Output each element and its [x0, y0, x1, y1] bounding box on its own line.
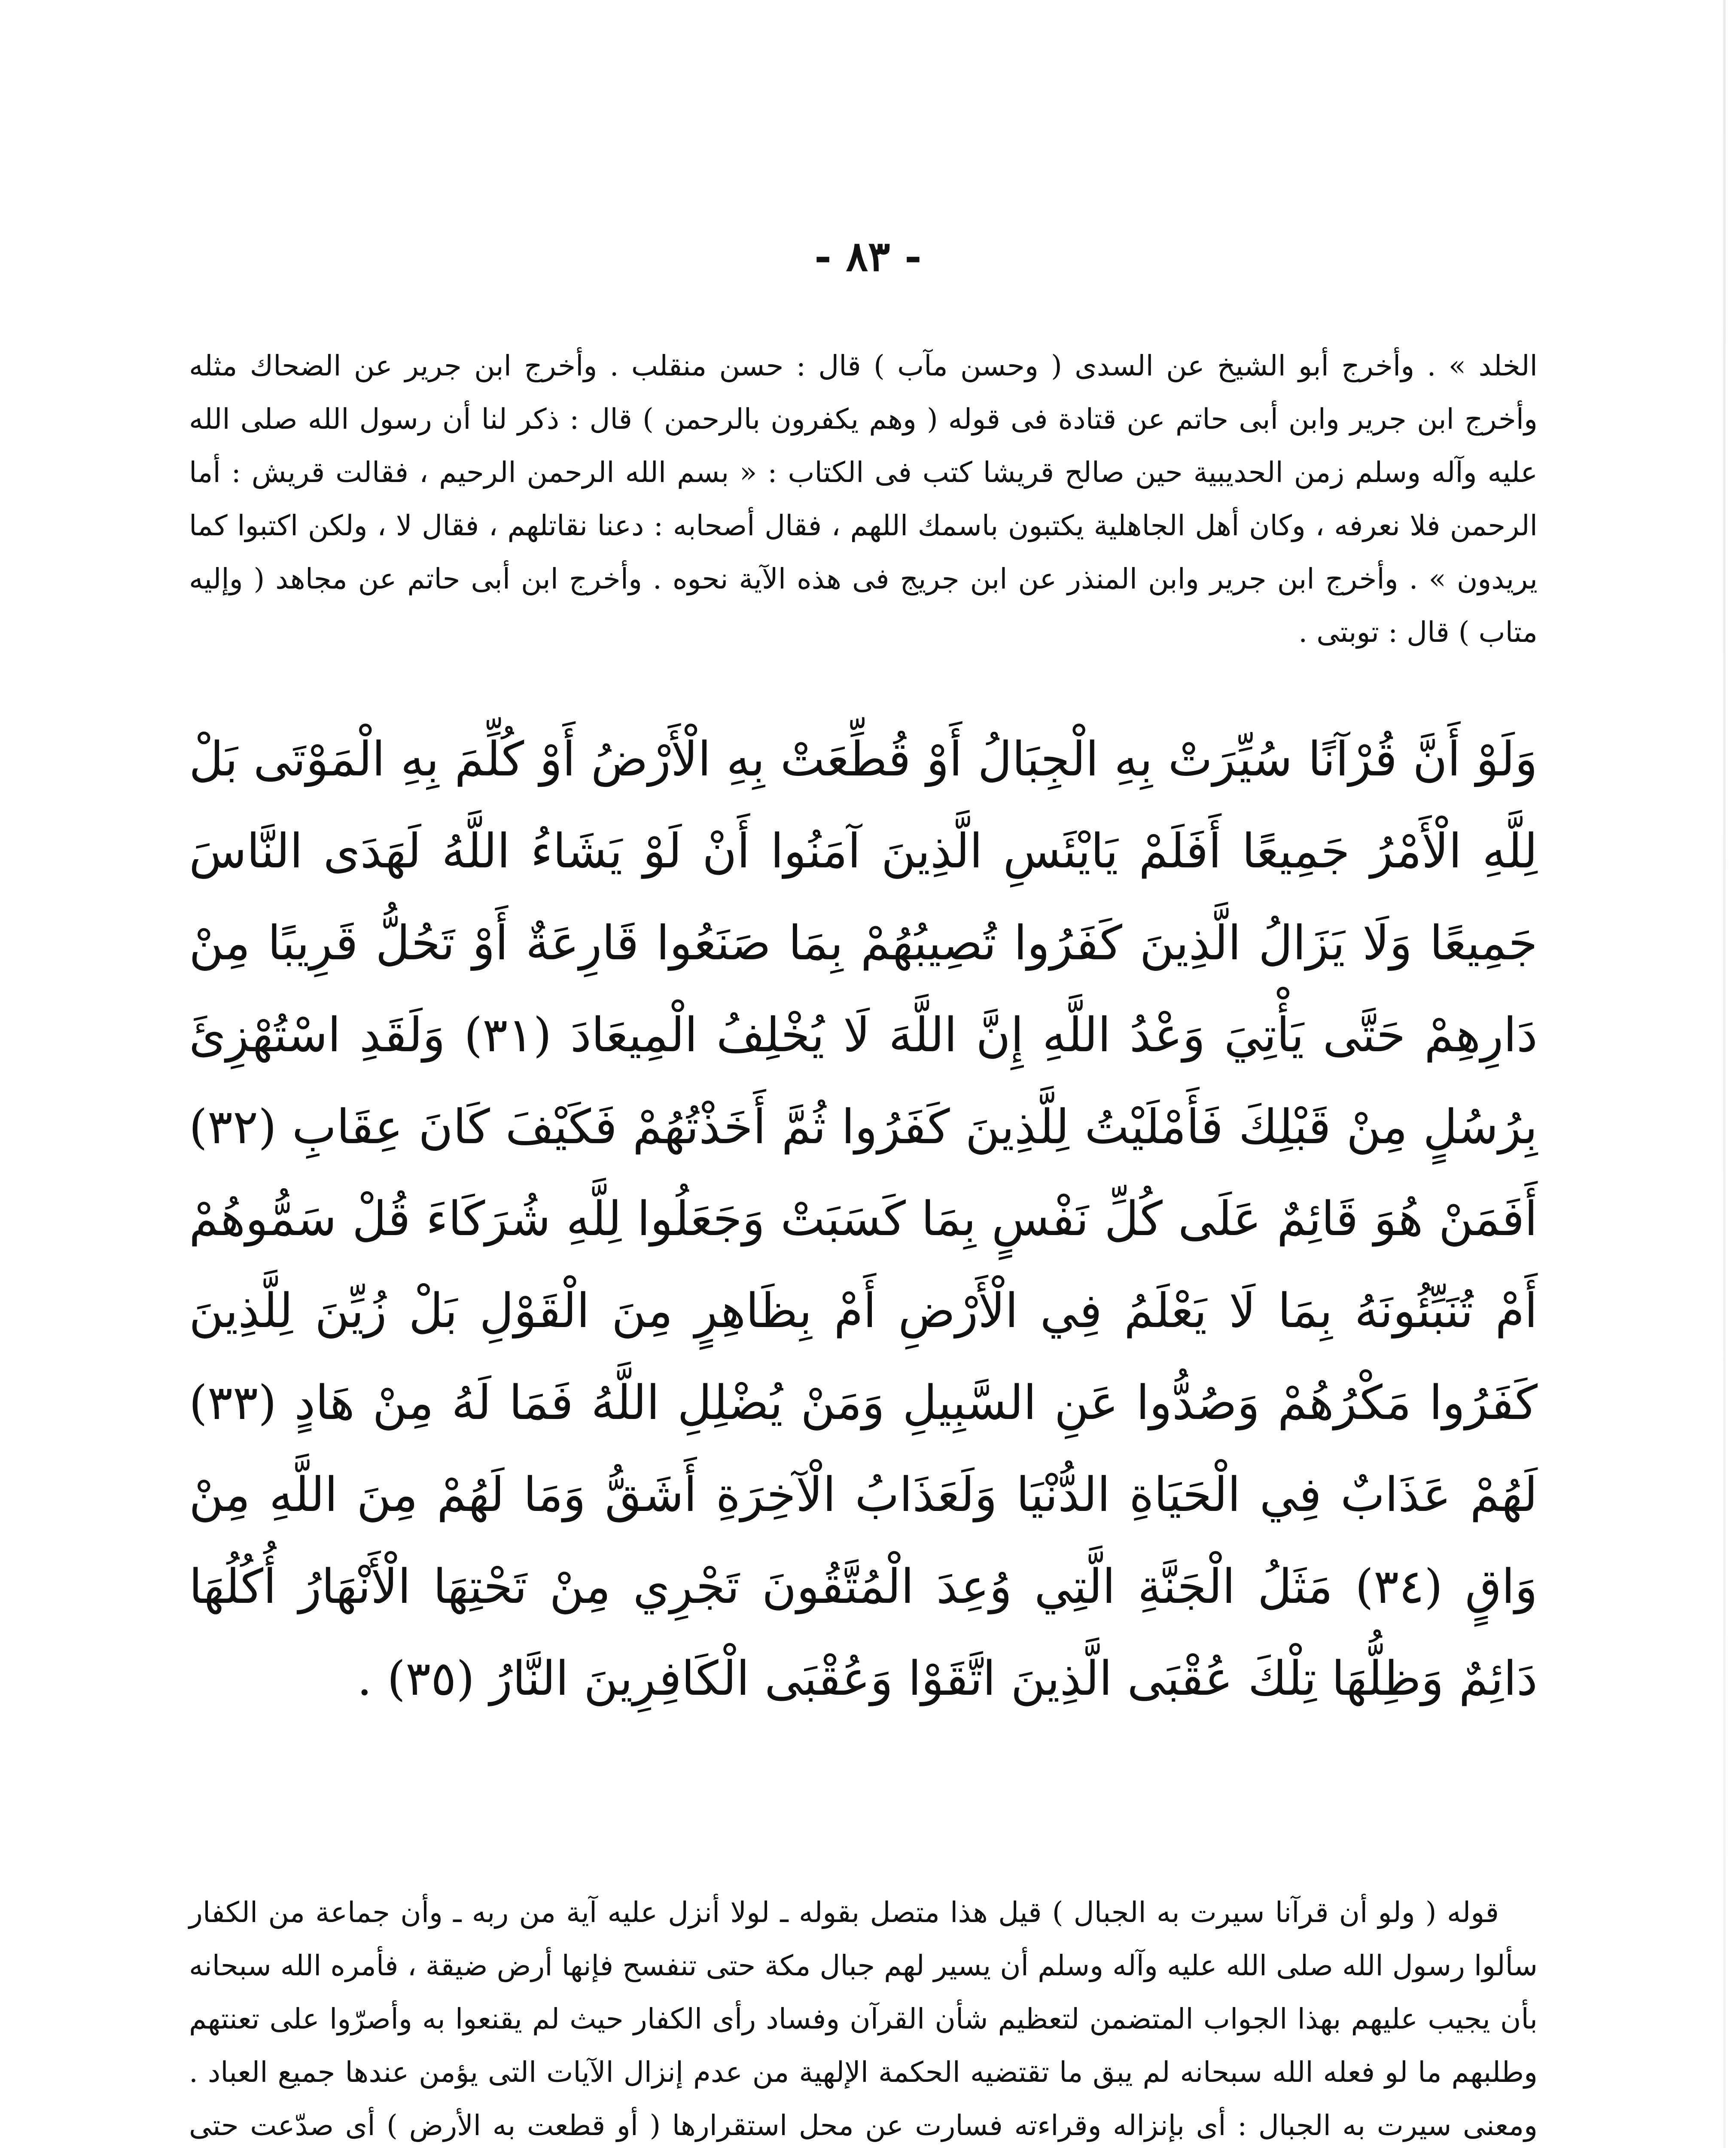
quran-verses — [189, 713, 1538, 1724]
verses-text: وَلَوْ أَنَّ قُرْآنًا سُيِّرَتْ بِهِ الْجِبَالُ أَوْ قُطِّعَتْ بِهِ الْأَرْضُ أَوْ كُلِّمَ بِهِ الْمَوْتَى بَلْ لِلَّهِ الْأَمْرُ جَمِيعًا أَفَلَمْ يَايْئَسِ الَّذِينَ آمَنُوا أَنْ لَوْ يَشَاءُ اللَّهُ لَهَدَى النَّاسَ جَمِيعًا وَلَا يَزَالُ الَّذِينَ كَفَرُوا تُصِيبُهُمْ بِمَا صَنَعُوا قَارِعَةٌ أَوْ تَحُلُّ قَرِيبًا مِنْ دَارِهِمْ حَتَّى يَأْتِيَ وَعْدُ اللَّهِ إِنَّ اللَّهَ لَا يُخْلِفُ الْمِيعَادَ (٣١) وَلَقَدِ اسْتُهْزِئَ بِرُسُلٍ مِنْ قَبْلِكَ فَأَمْلَيْتُ لِلَّذِينَ كَفَرُوا ثُمَّ أَخَذْتُهُمْ فَكَيْفَ كَانَ عِقَابِ (٣٢) أَفَمَنْ هُوَ قَائِمٌ عَلَى كُلِّ نَفْسٍ بِمَا كَسَبَتْ وَجَعَلُوا لِلَّهِ شُرَكَاءَ قُلْ سَمُّوهُمْ أَمْ تُنَبِّئُونَهُ بِمَا لَا يَعْلَمُ فِي الْأَرْضِ أَمْ بِظَاهِرٍ مِنَ الْقَوْلِ بَلْ زُيِّنَ لِلَّذِينَ كَفَرُوا مَكْرُهُمْ وَصُدُّوا عَنِ السَّبِيلِ وَمَنْ يُضْلِلِ اللَّهُ فَمَا لَهُ مِنْ هَادٍ (٣٣) لَهُمْ عَذَابٌ فِي الْحَيَاةِ الدُّنْيَا وَلَعَذَابُ الْآخِرَةِ أَشَقُّ وَمَا لَهُمْ مِنَ اللَّهِ مِنْ وَاقٍ (٣٤) مَثَلُ الْجَنَّةِ الَّتِي وُعِدَ الْمُتَّقُونَ تَجْرِي مِنْ تَحْتِهَا الْأَنْهَارُ أُكُلُهَا دَائِمٌ وَظِلُّهَا تِلْكَ عُقْبَى الَّذِينَ اتَّقَوْا وَعُقْبَى الْكَافِرِينَ النَّارُ (٣٥) . — [189, 732, 1538, 1706]
intro-paragraph: الخلد » . وأخرج أبو الشيخ عن السدى ( وحسن مآب ) قال : حسن منقلب . وأخرج ابن جرير عن الضحاك مثله وأخرج ابن جرير وابن أبى حاتم عن قتادة فى قوله ( وهم يكفرون بالرحمن ) قال : ذكر لنا أن رسول الله صلى الله عليه وآله وسلم زمن الحديبية حين صالح قريشا كتب فى الكتاب : « بسم الله الرحمن الرحيم ، فقالت قريش : أما الرحمن فلا نعرفه ، وكان أهل الجاهلية يكتبون باسمك اللهم ، فقال أصحابه : دعنا نقاتلهم ، فقال لا ، ولكن اكتبوا كما يريدون » . وأخرج ابن جرير وابن المنذر عن ابن جريج فى هذه الآية نحوه . وأخرج ابن أبى حاتم عن مجاهد ( وإليه متاب ) قال : توبتى . — [189, 349, 1538, 649]
page-number: - ٨٣ - — [814, 232, 922, 281]
intro-commentary — [189, 339, 1538, 659]
tafsir-paragraph-1: قوله ( ولو أن قرآنا سيرت به الجبال ) قيل هذا متصل بقوله ـ لولا أنزل عليه آية من ربه ـ وأن جماعة من الكفار سألوا رسول الله صلى الله عليه وآله وسلم أن يسير لهم جبال مكة حتى تنفسح فإنها أرض ضيقة ، فأمره الله سبحانه بأن يجيب عليهم بهذا الجواب المتضمن لتعظيم شأن القرآن وفساد رأى الكفار حيث لم يقنعوا به وأصرّوا على تعنتهم وطلبهم ما لو فعله الله سبحانه لم يبق ما تقتضيه الحكمة الإلهية من عدم إنزال الآيات التى يؤمن عندها جميع العباد . ومعنى سيرت به الجبال : أى بإنزاله وقراءته فسارت عن محل استقرارها ( أو قطعت به الأرض ) أى صدّعت حتى — [189, 1896, 1538, 2142]
tafsir-section-1 — [189, 1886, 1538, 2148]
page-edge-line — [1723, 0, 1726, 2148]
